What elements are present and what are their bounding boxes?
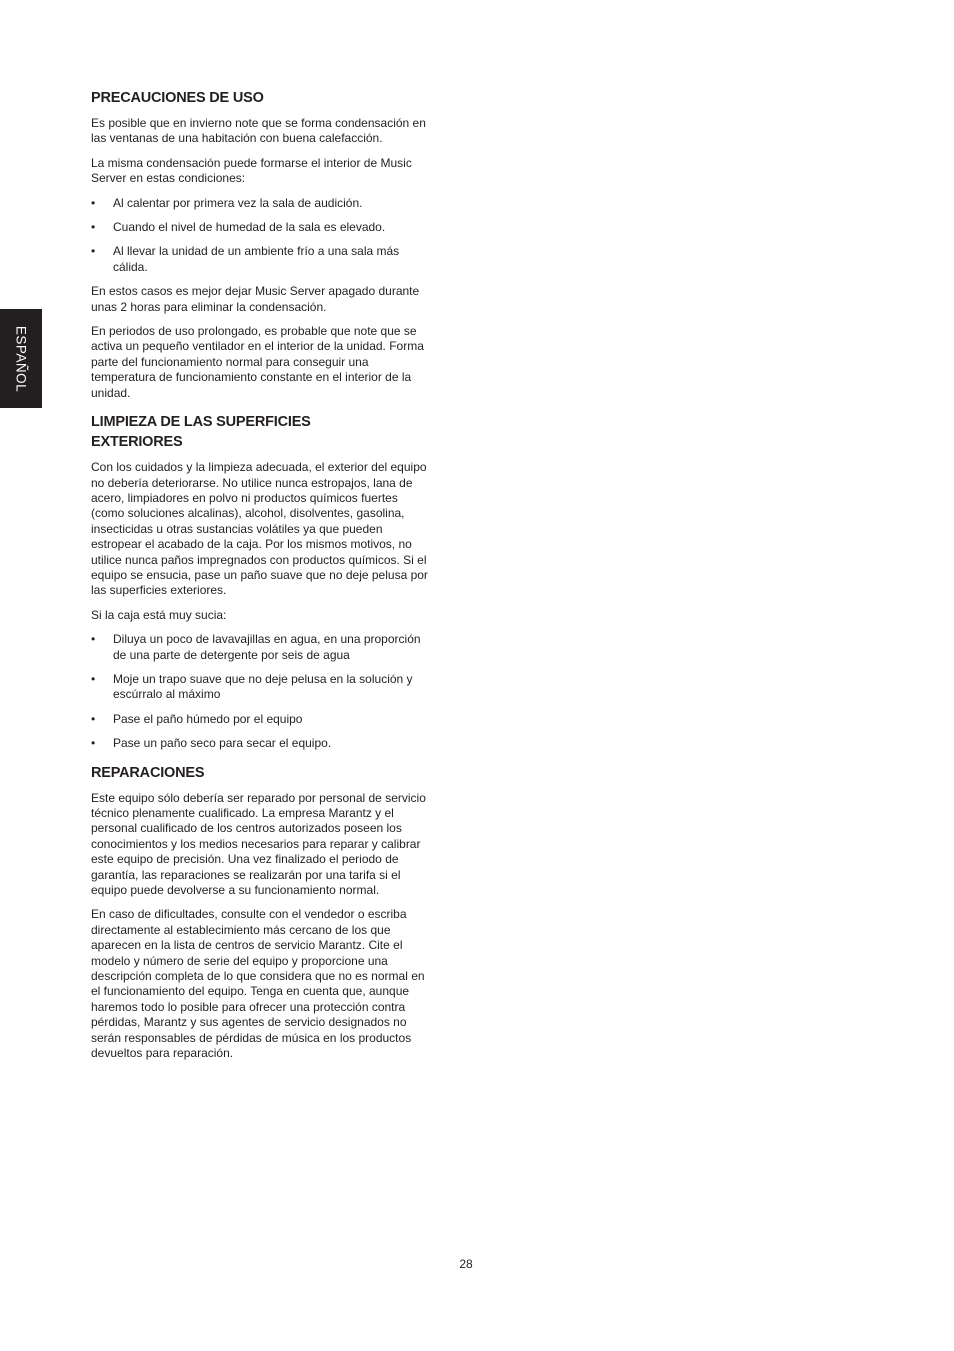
section-repairs	[91, 763, 434, 1062]
paragraph: En periodos de uso prolongado, es probable que note que se activa un pequeño ventilador en el interior de la unidad. Forma parte del funcionamiento normal para conseguir una temperatura de funcionamiento constante en el interior de la unidad.	[91, 324, 424, 400]
main-column	[91, 88, 434, 1071]
bullet-icon: •	[91, 244, 96, 259]
paragraph: Con los cuidados y la limpieza adecuada, el exterior del equipo no debería deteriorarse. No utilice nunca estropajos, lana de acero, limpiadores en polvo ni productos químicos fuertes (como soluciones alcalinas), alcohol, disolventes, gasolina, insecticidas u otras sustancias volátiles ya que pueden estropear el acabado de la caja. Por los mismos motivos, no utilice nunca paños impregnados con productos químicos. Si el equipo se ensucia, pase un paño suave que no deje pelusa por las superficies exteriores.	[91, 460, 428, 598]
bullet-icon: •	[91, 711, 96, 726]
section-heading: REPARACIONES	[91, 764, 205, 781]
section-heading: PRECAUCIONES DE USO	[91, 90, 264, 106]
list-item: • Pase el paño húmedo por el equipo	[91, 711, 303, 726]
bullet-icon: •	[91, 195, 96, 210]
section-precautions	[91, 88, 434, 401]
list-item: • Cuando el nivel de humedad de la sala es elevado.	[91, 220, 386, 235]
paragraph: Este equipo sólo debería ser reparado por personal de servicio técnico plenamente cualificado. La empresa Marantz y el personal cualificado de los centros autorizados poseen los conocimientos y los medios necesarios para reparar y calibrar este equipo de precisión. Una vez finalizado el periodo de garantía, las reparaciones se realizarán por una tarifa si el equipo puede devolverse a su funcionamiento normal.	[91, 790, 426, 898]
language-tab	[0, 309, 42, 408]
page-number: 28	[459, 1257, 473, 1271]
section-heading: LIMPIEZA DE LAS SUPERFICIES EXTERIORES	[91, 414, 311, 451]
paragraph: En estos casos es mejor dejar Music Server apagado durante unas 2 horas para eliminar la condensación.	[91, 284, 420, 314]
bullet-list	[91, 632, 434, 751]
list-item: • Al calentar por primera vez la sala de audición.	[91, 195, 363, 210]
paragraph: En caso de dificultades, consulte con el vendedor o escriba directamente al establecimiento más cercano de los que aparecen en la lista de centros de servicio Marantz. Cite el modelo y número de serie del equipo y proporcione una descripción completa de lo que considera que no es normal en el funcionamiento del equipo. Tenga en cuenta que, aunque haremos todo lo posible para ofrecer una protección contra pérdidas, Marantz y sus agentes de servicio designados no serán responsables de pérdidas de música en los productos devueltos para reparación.	[91, 907, 425, 1061]
list-item: • Diluya un poco de lavavajillas en agua, en una proporción de una parte de detergente por seis de agua	[91, 632, 421, 662]
bullet-list	[91, 196, 434, 276]
list-item: • Al llevar la unidad de un ambiente frío a una sala más cálida.	[91, 244, 400, 274]
list-item: • Pase un paño seco para secar el equipo.	[91, 736, 332, 751]
paragraph: La misma condensación puede formarse el interior de Music Server en estas condiciones:	[91, 155, 412, 186]
paragraph: Si la caja está muy sucia:	[91, 607, 227, 622]
bullet-icon: •	[91, 736, 96, 751]
language-tab-label: ESPAÑOL	[13, 325, 29, 393]
list-item: • Moje un trapo suave que no deje pelusa en la solución y escúrralo al máximo	[91, 671, 413, 702]
bullet-icon: •	[91, 220, 96, 235]
bullet-icon: •	[91, 671, 96, 686]
section-cleaning	[91, 412, 434, 752]
paragraph: Es posible que en invierno note que se forma condensación en las ventanas de una habitación con buena calefacción.	[91, 116, 426, 146]
bullet-icon: •	[91, 632, 96, 647]
